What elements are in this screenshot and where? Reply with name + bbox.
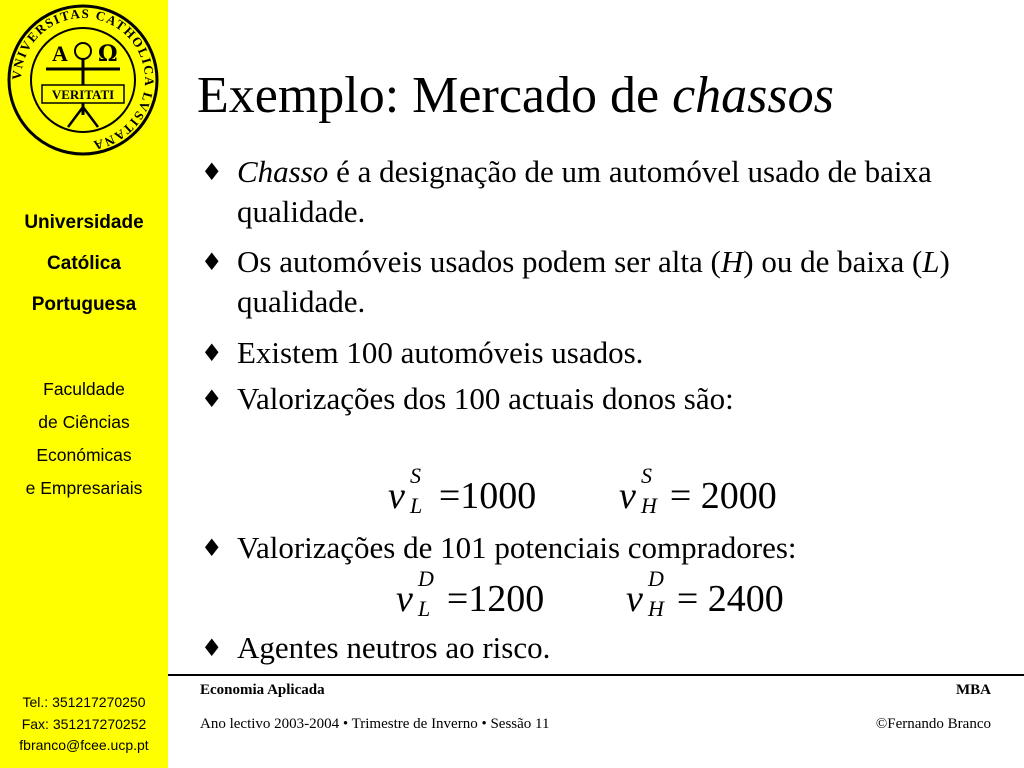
email-address: fbranco@fcee.ucp.pt xyxy=(19,737,149,753)
bullet-car-count: ♦ Existem 100 automóveis usados. xyxy=(201,333,1007,373)
equation-seller-high: v S H = 2000 xyxy=(619,463,777,518)
bullet-list-final xyxy=(201,628,1007,668)
diamond-bullet-icon: ♦ xyxy=(201,248,223,276)
seal-ring-text: VNIVERSITAS CATHOLICA LVSITANA xyxy=(8,5,158,154)
diamond-bullet-icon: ♦ xyxy=(201,339,223,367)
diamond-bullet-icon: ♦ xyxy=(201,534,223,562)
equation-seller-low: v S L =1000 xyxy=(388,463,537,518)
svg-text:Ω: Ω xyxy=(98,41,118,67)
footer-author: ©Fernando Branco xyxy=(875,716,991,732)
footer-course: Economia Aplicada xyxy=(200,682,325,698)
phone-number: Tel.: 351217270250 xyxy=(22,694,146,710)
bullet-chasso-definition: ♦ Chasso é a designação de um automóvel usado de baixa qualidade. xyxy=(201,154,932,229)
bullet-list xyxy=(201,152,1007,419)
equation-buyer-low: v D L =1200 xyxy=(396,566,545,621)
bullet-list-continued xyxy=(201,528,1007,568)
bullet-quality-types: ♦ Os automóveis usados podem ser alta (H) ou de baixa (L) qualidade. xyxy=(201,244,950,319)
fax-number: Fax: 351217270252 xyxy=(21,715,147,732)
contact-info xyxy=(0,692,168,757)
faculty-name: Faculdade de Ciências Económicas e Empresariais xyxy=(25,379,143,498)
equation-buyer-high: v D H = 2400 xyxy=(626,566,784,621)
university-name: Universidade Católica Portuguesa xyxy=(24,212,144,315)
seal-center-text: VERITATI xyxy=(51,87,115,102)
bullet-buyer-valuations: ♦ Valorizações de 101 potenciais compradores: xyxy=(201,528,1007,568)
bullet-seller-valuations: ♦ Valorizações dos 100 actuais donos são: xyxy=(201,379,1007,419)
slide-title: Exemplo: Mercado de chassos xyxy=(197,67,834,124)
diamond-bullet-icon: ♦ xyxy=(201,385,223,413)
bullet-risk-neutral: ♦ Agentes neutros ao risco. xyxy=(201,628,1007,668)
footer-program: MBA xyxy=(956,682,991,698)
sidebar xyxy=(0,0,168,768)
footer-divider xyxy=(168,674,1024,676)
slide-title-italic: chassos xyxy=(672,67,834,124)
footer-session: Ano lectivo 2003-2004 • Trimestre de Inverno • Sessão 11 xyxy=(200,716,550,732)
diamond-bullet-icon: ♦ xyxy=(201,634,223,662)
svg-text:A: A xyxy=(52,41,68,66)
university-seal-logo xyxy=(6,3,160,157)
diamond-bullet-icon: ♦ xyxy=(201,158,223,186)
